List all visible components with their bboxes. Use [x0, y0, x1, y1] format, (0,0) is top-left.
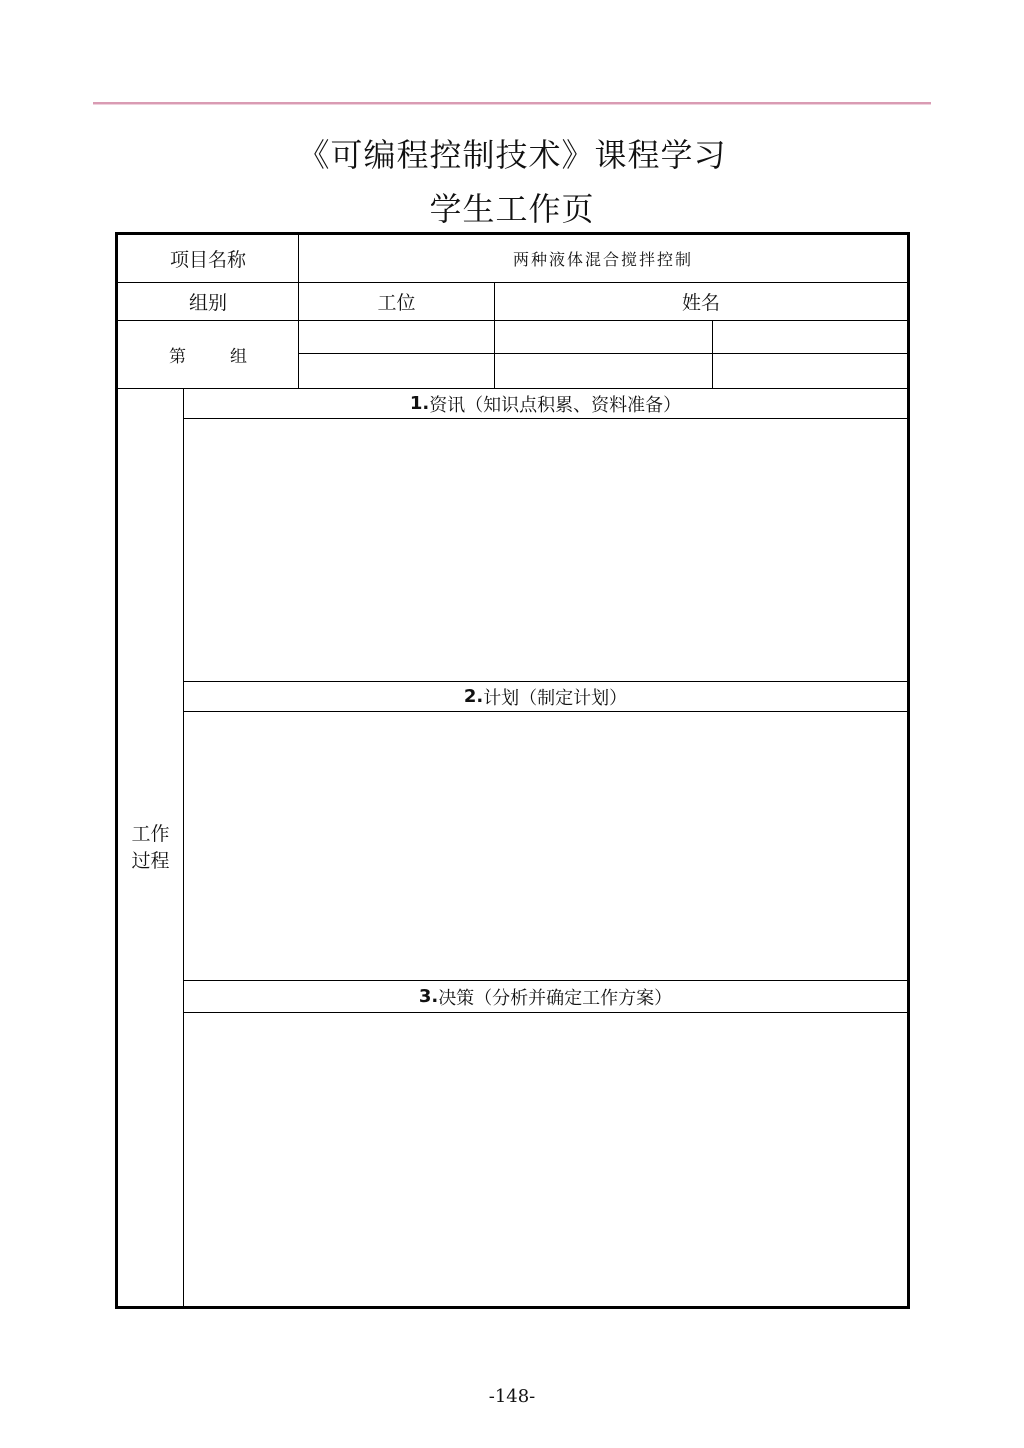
section-title: 资讯（知识点积累、资料准备） [429, 394, 682, 416]
row-divider [298, 353, 907, 354]
work-process-label [118, 389, 183, 1306]
row-divider [183, 711, 907, 712]
header-rule [93, 102, 931, 105]
document-title: 《可编程控制技术》课程学习 [297, 136, 727, 174]
document-subtitle: 学生工作页 [429, 190, 595, 228]
section-number: 3. [418, 986, 439, 1007]
group-number-cell [118, 321, 298, 388]
project-name-value: 两种液体混合搅拌控制 [512, 250, 693, 269]
worksheet-table [115, 232, 910, 1309]
section-header-info [184, 389, 907, 418]
page-number: -148- [488, 1386, 536, 1407]
row-divider [183, 1012, 907, 1013]
column-divider [712, 320, 713, 388]
group-number-prefix: 第 [169, 347, 186, 367]
section-header-decision [184, 981, 907, 1012]
section-title: 计划（制定计划） [483, 687, 628, 709]
group-label: 组别 [188, 292, 227, 314]
name-label: 姓名 [681, 292, 720, 314]
section-header-plan [184, 682, 907, 711]
section-number: 2. [463, 686, 484, 707]
work-process-label-line2: 过程 [131, 849, 170, 872]
section-title: 决策（分析并确定工作方案） [438, 987, 673, 1009]
group-number-suffix: 组 [230, 347, 247, 367]
project-name-label: 项目名称 [169, 249, 246, 271]
work-process-label-line1: 工作 [131, 822, 170, 845]
station-label: 工位 [377, 292, 416, 314]
section-number: 1. [409, 393, 430, 414]
column-divider [183, 388, 184, 1306]
row-divider [183, 418, 907, 419]
